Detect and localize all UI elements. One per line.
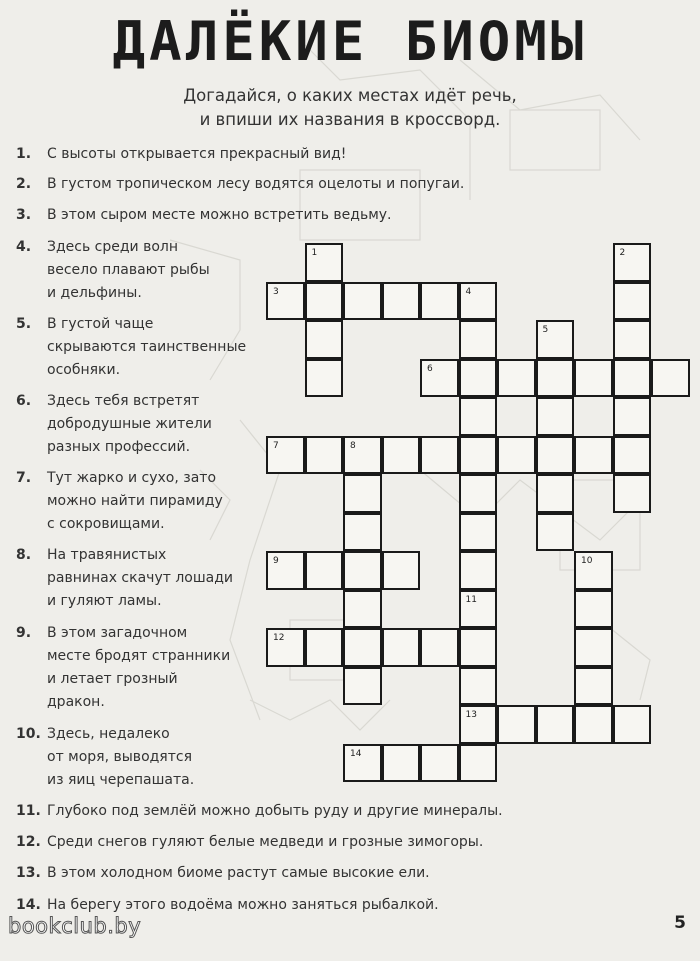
crossword-cell[interactable] xyxy=(613,474,652,513)
crossword-cell[interactable] xyxy=(420,282,459,321)
clue-text: и гуляют ламы. xyxy=(47,593,162,609)
crossword-cell[interactable] xyxy=(459,744,498,783)
crossword-cell[interactable] xyxy=(613,359,652,398)
crossword-cell[interactable] xyxy=(343,667,382,706)
cell-number: 14 xyxy=(350,748,362,759)
cell-number: 6 xyxy=(427,363,433,374)
cell-number: 5 xyxy=(542,325,549,335)
crossword-cell[interactable] xyxy=(651,359,690,398)
crossword-cell[interactable] xyxy=(382,744,421,783)
crossword-cell[interactable] xyxy=(266,628,305,667)
crossword-cell[interactable] xyxy=(343,282,382,321)
crossword-cell[interactable] xyxy=(266,436,305,475)
crossword-cell[interactable] xyxy=(305,243,344,282)
crossword-cell[interactable] xyxy=(343,744,382,783)
crossword-cell[interactable] xyxy=(382,628,421,667)
clue-text: С высоты открывается прекрасный вид! xyxy=(47,146,347,162)
crossword-cell[interactable] xyxy=(613,320,652,359)
clue-text: Глубоко под землёй можно добыть руду и другие минералы. xyxy=(47,803,503,819)
clue-text: Тут жарко и сухо, зато xyxy=(47,470,217,486)
crossword-cell[interactable] xyxy=(536,705,575,744)
clue-number: 10. xyxy=(16,726,41,742)
crossword-cell[interactable] xyxy=(305,359,344,398)
clue-number: 8. xyxy=(16,547,32,563)
cell-number: 4 xyxy=(465,286,472,297)
clue-text: от моря, выводятся xyxy=(47,749,193,765)
clue-text: и дельфины. xyxy=(47,285,142,301)
clue-text: Здесь среди волн xyxy=(47,239,179,255)
clue-number: 14. xyxy=(16,897,41,913)
crossword-cell[interactable] xyxy=(613,705,652,744)
clue-number: 2. xyxy=(16,176,32,192)
clue-number: 12. xyxy=(16,834,41,850)
clue-text: В этом загадочном xyxy=(47,625,188,641)
crossword-cell[interactable] xyxy=(574,705,613,744)
cell-number: 3 xyxy=(273,286,279,297)
clue-number: 5. xyxy=(16,316,32,332)
crossword-cell[interactable] xyxy=(343,474,382,513)
crossword-cell[interactable] xyxy=(574,359,613,398)
crossword-cell[interactable] xyxy=(305,628,344,667)
clue-text: равнинах скачут лошади xyxy=(47,570,234,586)
crossword-cell[interactable] xyxy=(305,320,344,359)
cell-number: 11 xyxy=(465,594,477,605)
clue-number: 9. xyxy=(16,625,32,641)
instructions-line: Догадайся, о каких местах идёт речь, xyxy=(183,86,517,105)
clue-text: разных профессий. xyxy=(47,439,191,455)
crossword-cell[interactable] xyxy=(459,667,498,706)
crossword-cell[interactable] xyxy=(459,320,498,359)
clue-text: В этом холодном биоме растут самые высокие ели. xyxy=(47,865,430,881)
clue-text: дракон. xyxy=(47,694,105,710)
crossword-cell[interactable] xyxy=(382,551,421,590)
crossword-cell[interactable] xyxy=(459,590,498,629)
crossword-cell[interactable] xyxy=(613,397,652,436)
clue-text: с сокровищами. xyxy=(47,516,165,532)
crossword-cell[interactable] xyxy=(420,744,459,783)
clue-number: 11. xyxy=(16,803,41,819)
crossword-cell[interactable] xyxy=(613,243,652,282)
clue-text: добродушные жители xyxy=(47,416,212,432)
crossword-cell[interactable] xyxy=(536,513,575,552)
clue-number: 4. xyxy=(16,239,32,255)
cell-number: 1 xyxy=(311,248,318,258)
page-number: 5 xyxy=(674,913,686,933)
clue-text: и летает грозный xyxy=(47,671,178,687)
clue-text: На берегу этого водоёма можно заняться рыбалкой. xyxy=(47,897,439,913)
crossword-cell[interactable] xyxy=(343,628,382,667)
instructions xyxy=(150,84,550,132)
crossword-cell[interactable] xyxy=(574,590,613,629)
crossword-cell[interactable] xyxy=(574,436,613,475)
page-title: ДАЛЁКИЕ БИОМЫ xyxy=(112,10,588,73)
crossword-cell[interactable] xyxy=(536,359,575,398)
crossword-cell[interactable] xyxy=(536,397,575,436)
cell-number: 7 xyxy=(273,440,279,451)
crossword-cell[interactable] xyxy=(305,282,344,321)
crossword-cell[interactable] xyxy=(459,359,498,398)
crossword-cell[interactable] xyxy=(574,551,613,590)
crossword-cell[interactable] xyxy=(459,628,498,667)
crossword-cell[interactable] xyxy=(459,513,498,552)
crossword-cell[interactable] xyxy=(343,513,382,552)
crossword-cell[interactable] xyxy=(343,436,382,475)
crossword-cell[interactable] xyxy=(382,282,421,321)
crossword-cell[interactable] xyxy=(497,436,536,475)
cell-number: 2 xyxy=(619,248,626,258)
clue-text: В густой чаще xyxy=(47,316,154,332)
crossword-cell[interactable] xyxy=(459,436,498,475)
crossword-cell[interactable] xyxy=(613,282,652,321)
crossword-cell[interactable] xyxy=(497,705,536,744)
crossword-cell[interactable] xyxy=(459,282,498,321)
crossword-cell[interactable] xyxy=(574,628,613,667)
cell-number: 12 xyxy=(273,633,285,643)
crossword-cell[interactable] xyxy=(343,551,382,590)
clue-text: Здесь, недалеко xyxy=(47,726,170,742)
clue-text: скрываются таинственные xyxy=(47,339,247,355)
crossword-cell[interactable] xyxy=(613,436,652,475)
crossword-cell[interactable] xyxy=(266,551,305,590)
instructions-line: и впиши их названия в кроссворд. xyxy=(199,110,501,129)
clue-text: особняки. xyxy=(47,362,121,378)
cell-number: 13 xyxy=(465,710,477,720)
crossword-cell[interactable] xyxy=(420,359,459,398)
clue-text: весело плавают рыбы xyxy=(47,262,210,278)
crossword-cell[interactable] xyxy=(420,628,459,667)
crossword-cell[interactable] xyxy=(420,436,459,475)
crossword-cell[interactable] xyxy=(305,436,344,475)
crossword-cell[interactable] xyxy=(459,551,498,590)
clue-text: Среди снегов гуляют белые медведи и грозные зимогоры. xyxy=(47,834,484,850)
crossword-cell[interactable] xyxy=(459,474,498,513)
crossword-cell[interactable] xyxy=(536,436,575,475)
clue-number: 13. xyxy=(16,865,41,881)
cell-number: 9 xyxy=(273,556,279,566)
clue-text: месте бродят странники xyxy=(47,648,231,664)
crossword-cell[interactable] xyxy=(459,397,498,436)
crossword-cell[interactable] xyxy=(266,282,305,321)
clue-number: 3. xyxy=(16,207,32,223)
watermark: bookclub.by xyxy=(8,914,142,938)
crossword-cell[interactable] xyxy=(536,320,575,359)
clue-number: 7. xyxy=(16,470,32,486)
clue-number: 1. xyxy=(16,146,32,162)
crossword-cell[interactable] xyxy=(497,359,536,398)
crossword-cell[interactable] xyxy=(536,474,575,513)
clue-number: 6. xyxy=(16,393,32,409)
cell-number: 8 xyxy=(350,440,356,451)
cell-number: 10 xyxy=(581,556,593,566)
crossword-cell[interactable] xyxy=(305,551,344,590)
crossword-cell[interactable] xyxy=(459,705,498,744)
clue-text: В густом тропическом лесу водятся оцелоты и попугаи. xyxy=(47,176,465,192)
clue-text: можно найти пирамиду xyxy=(47,493,223,509)
clue-text: На травянистых xyxy=(47,547,167,563)
crossword-cell[interactable] xyxy=(382,436,421,475)
clue-text: Здесь тебя встретят xyxy=(47,393,200,409)
crossword-cell[interactable] xyxy=(343,590,382,629)
clue-text: из яиц черепашата. xyxy=(47,772,195,788)
clue-text: В этом сыром месте можно встретить ведьму. xyxy=(47,207,392,223)
crossword-cell[interactable] xyxy=(574,667,613,706)
